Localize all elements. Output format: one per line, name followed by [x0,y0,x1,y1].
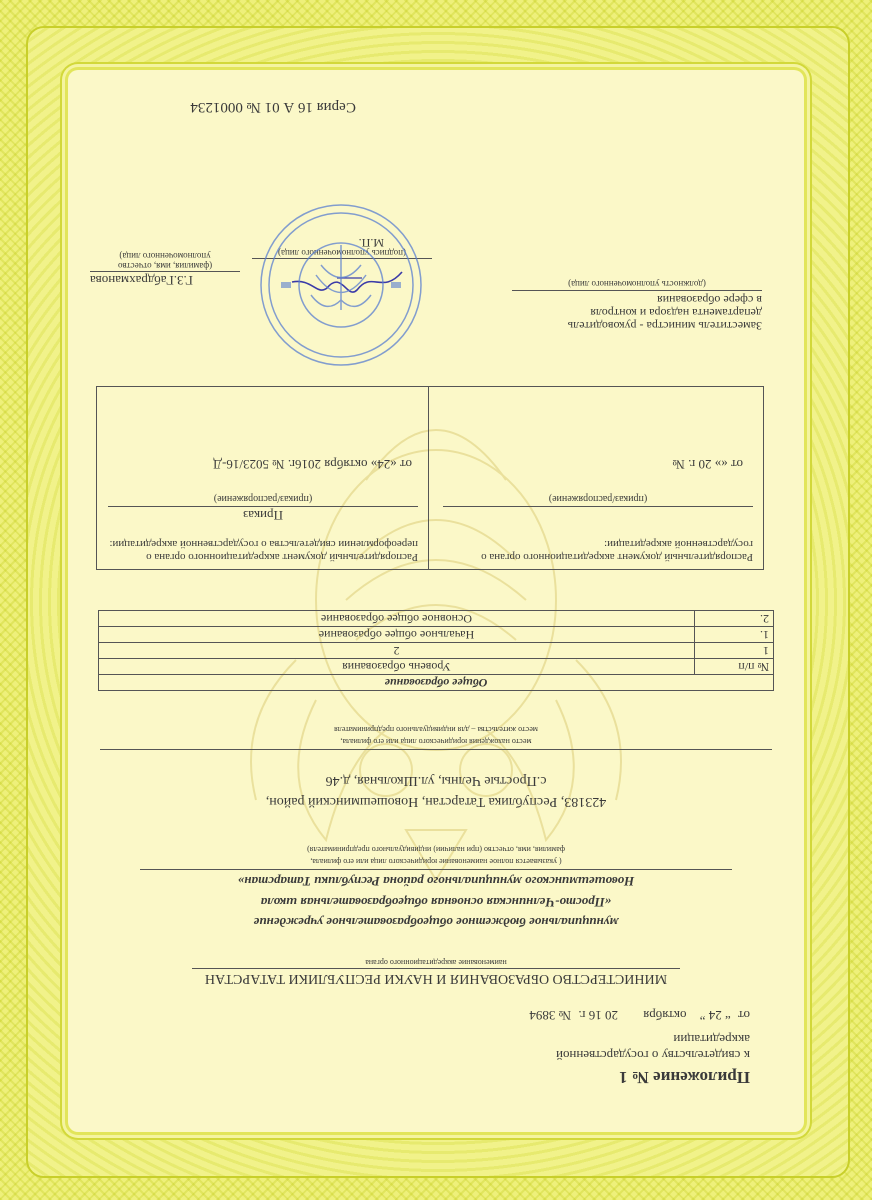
table-title: Общее образование [99,675,774,691]
column-header-number: № п/п [695,659,774,675]
certificate-series: Серия 16 А 01 № 0001234 [190,99,356,115]
position-rule [512,290,762,291]
column-number-2: 2 [99,643,695,659]
row-number: 1. [695,627,774,643]
signature-rule [252,258,432,259]
table-header-row [99,659,774,675]
table-header-number-row [99,643,774,659]
decision-reissue-head: Приказ [243,508,283,523]
appendix-date [529,1007,750,1023]
decision-accreditation-rule [443,506,753,507]
signatory-position-line: в сфере образования [657,293,762,307]
row-number: 2. [695,611,774,627]
signatory-position-line: Заместитель министра - руководитель [567,319,762,333]
organization-name-line: муниципальное бюджетное общеобразовательное учреждение [253,915,619,930]
appendix-date-number: № 3894 [529,1008,572,1023]
address-caption-line: место нахождения юридического лица или его филиала, [340,737,532,746]
organization-name-line: «Просто-Челнинская основная общеобразовательная школа [260,895,612,910]
signatory-name: Г.З.Габдрахманова [90,273,193,288]
organization-rule [140,869,732,870]
signature-caption: (подпись уполномоченного лица) [278,248,406,258]
table-row [99,611,774,627]
appendix-title: Приложение № 1 [619,1068,750,1087]
appendix-subtitle-line: аккредитации [673,1032,750,1047]
organization-caption-line: фамилия, имя, отчество (при наличии) индивидуального предпринимателя) [307,845,565,854]
decision-reissue-text: Распорядительный документ аккредитационного органа о переоформлении свидетельства о государственной аккредитации: [109,538,418,563]
row-level: Основное общее образование [99,611,695,627]
decision-box [96,386,764,570]
appendix-date-day: “ 24 ” [699,1008,731,1023]
appendix-date-from: от [737,1008,750,1023]
appendix-date-month: октября [643,1008,687,1023]
name-caption-line: уполномоченного лица) [119,251,211,261]
decision-reissue-caption: (приказ/распоряжение) [213,493,313,504]
signatory-position [522,277,762,332]
decision-accreditation-text: Распорядительный документ аккредитационного органа о государственной аккредитации: [481,538,753,563]
row-level: Начальное общее образование [99,627,695,643]
decision-reissue-rule [108,506,418,507]
decision-reissue [94,387,429,569]
address-rule [100,749,772,750]
education-levels-table [98,610,774,691]
signatory-name-block [90,251,240,288]
seal-label: М.П. [358,236,384,250]
handwritten-signature [252,264,432,300]
decision-accreditation-date: от «» 20 г. № [672,457,743,472]
decision-accreditation-caption: (приказ/распоряжение) [548,493,648,504]
signatory-position-line: департамента надзора и контроля [590,306,762,320]
organization-name-line: Новошешминского муниципального района Республики Татарстан» [237,874,635,889]
address-line: 423183, Республика Татарстан, Новошешминский район, [265,794,607,809]
signature-area [252,248,432,300]
table-title-row [99,675,774,691]
appendix-date-year: 20 16 г. [578,1008,618,1023]
authority-caption: наименование аккредитационного органа [365,958,507,967]
position-caption: (должность уполномоченного лица) [568,279,706,289]
decision-reissue-date: от «24» октября 2016г. № 5023/16-Д [213,457,412,472]
organization-caption-line: ( указывается полное наименование юридического лица или его филиала, [310,857,562,866]
authority-name: МИНИСТЕРСТВО ОБРАЗОВАНИЯ И НАУКИ РЕСПУБЛИКИ ТАТАРСТАН [192,968,680,986]
column-number-1: 1 [695,643,774,659]
appendix-subtitle-line: к свидетельству о государственной [556,1048,750,1063]
name-caption-line: (фамилия, имя, отчество [117,261,213,271]
address-line: с.Простые Челны, ул.Школьная, д.46 [325,773,547,788]
decision-accreditation [429,387,763,569]
address-caption-line: место жительства – для индивидуального предпринимателя [334,725,538,734]
table-row [99,627,774,643]
column-header-level: Уровень образования [99,659,695,675]
